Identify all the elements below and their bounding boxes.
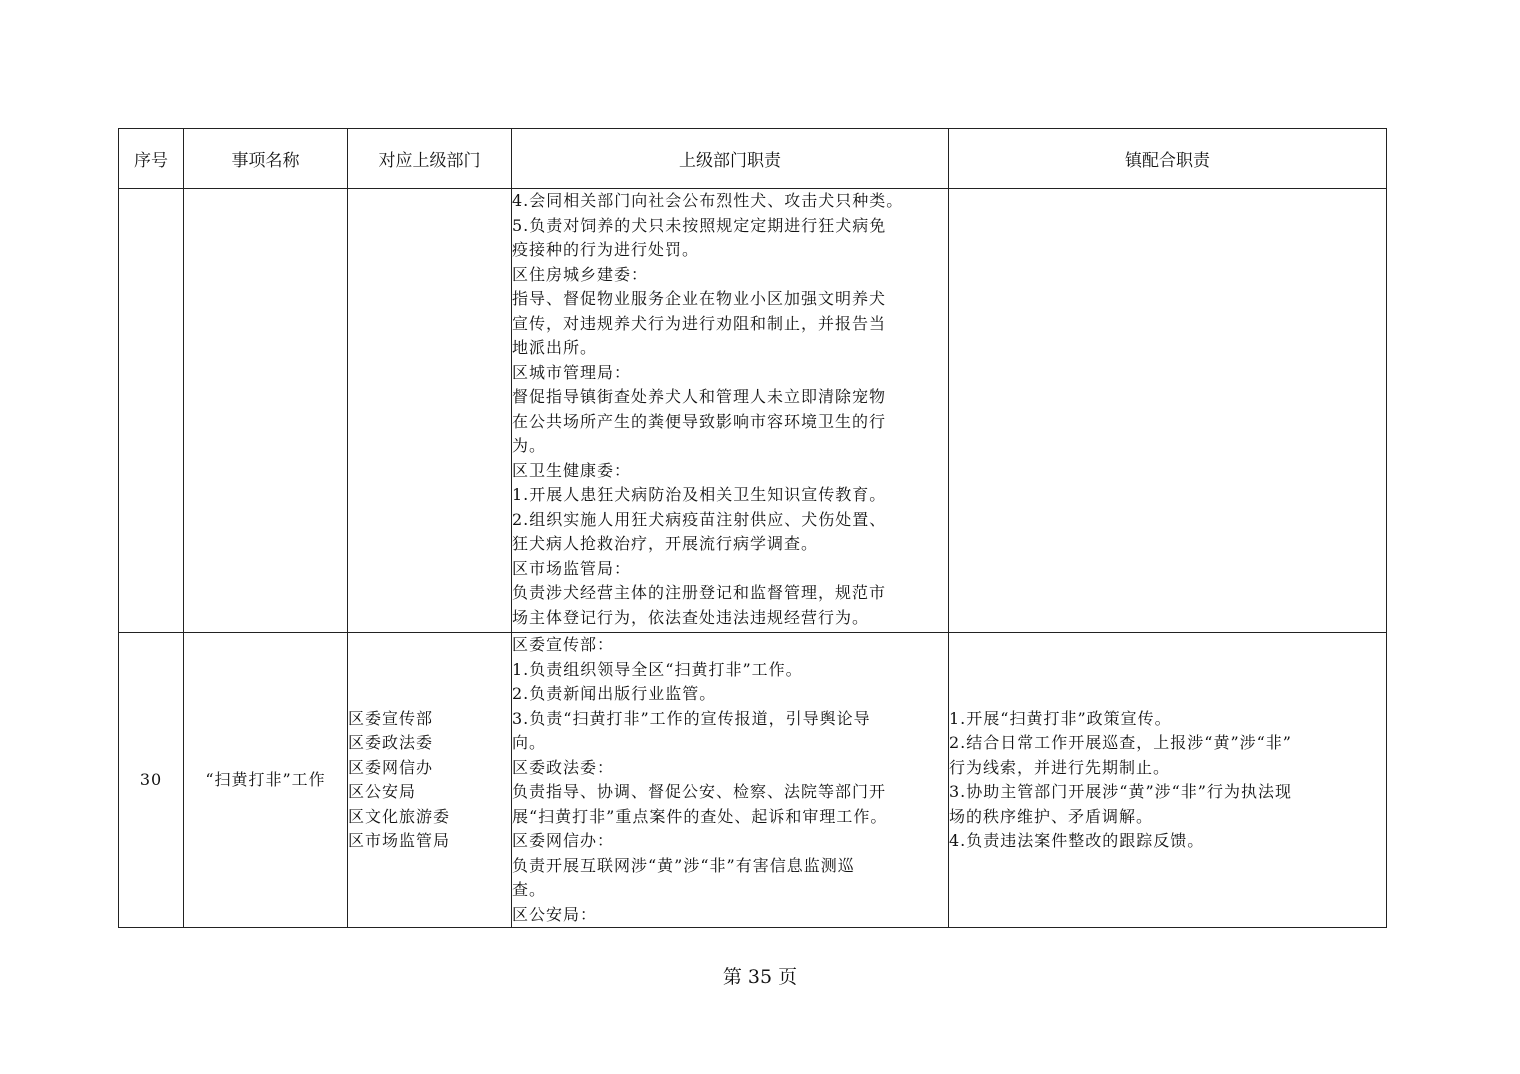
superior-duties-text: 区委宣传部： 1.负责组织领导全区“扫黄打非”工作。 2.负责新闻出版行业监管。 3.负责“扫黄打非”工作的宣传报道，引导舆论导 向。 区委政法委： 负责指导、协调、督促公安、检察、法院等部门开 展“扫黄打非”重点案件的查处、起诉和审理工作。 区委网信办： 负责开展互联网涉“黄”涉“非”有害信息监测巡 查。 区公安局： [512, 635, 888, 924]
dept-cell [348, 189, 512, 633]
header-row [119, 129, 1387, 189]
item-name-cell: “扫黄打非”工作 [184, 633, 348, 928]
town-duties-text: 1.开展“扫黄打非”政策宣传。 2.结合日常工作开展巡查，上报涉“黄”涉“非” 行为线索，并进行先期制止。 3.协助主管部门开展涉“黄”涉“非”行为执法现 场的秩序维护、矛盾调解。 4.负责违法案件整改的跟踪反馈。 [949, 708, 1292, 850]
table-row [119, 189, 1387, 633]
superior-duties-cell [512, 189, 949, 633]
duty-table [118, 128, 1387, 928]
header-seq: 序号 [119, 129, 184, 189]
superior-duties-text: 4.会同相关部门向社会公布烈性犬、攻击犬只种类。 5.负责对饲养的犬只未按照规定定期进行狂犬病免 疫接种的行为进行处罚。 区住房城乡建委： 指导、督促物业服务企业在物业小区加强文明养犬 宣传，对违规养犬行为进行劝阻和制止，并报告当 地派出所。 区城市管理局： 督促指导镇街查处养犬人和管理人未立即清除宠物 在公共场所产生的粪便导致影响市容环境卫生的行 为。 区卫生健康委： 1.开展人患狂犬病防治及相关卫生知识宣传教育。 2.组织实施人用狂犬病疫苗注射供应、犬伤处置、 狂犬病人抢救治疗，开展流行病学调查。 区市场监管局： 负责涉犬经营主体的注册登记和监督管理，规范市 场主体登记行为，依法查处违法违规经营行为。 [512, 191, 904, 627]
table-row [119, 633, 1387, 928]
town-duties-cell [949, 189, 1387, 633]
seq-cell: 30 [119, 633, 184, 928]
header-item-name: 事项名称 [184, 129, 348, 189]
header-superior-duties: 上级部门职责 [512, 129, 949, 189]
header-superior-dept: 对应上级部门 [348, 129, 512, 189]
superior-duties-cell [512, 633, 949, 928]
dept-list: 区委宣传部 区委政法委 区委网信办 区公安局 区文化旅游委 区市场监管局 [348, 708, 451, 850]
page-number: 第 35 页 [722, 966, 798, 988]
town-duties-cell [949, 633, 1387, 928]
header-town-duties: 镇配合职责 [949, 129, 1387, 189]
item-name-cell [184, 189, 348, 633]
dept-cell [348, 633, 512, 928]
seq-cell [119, 189, 184, 633]
